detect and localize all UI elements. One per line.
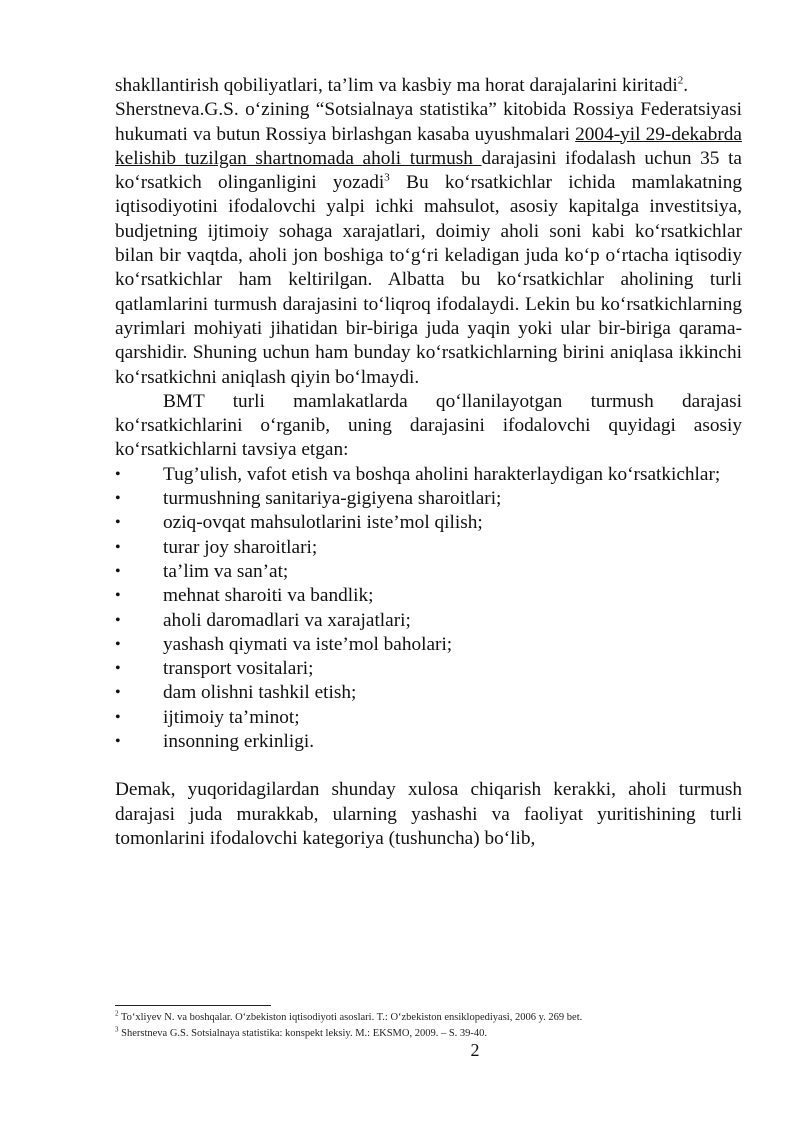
footnote-mark: 3: [115, 1025, 119, 1034]
list-item: [115, 633, 742, 657]
paragraph-3: BMT turli mamlakatlarda qo‘llanilayotgan turmush darajasi ko‘rsatkichlarini o‘rganib, uning darajasini ifodalovchi quyidagi asosiy ko‘rsatkichlarni tavsiya etgan:: [115, 390, 742, 461]
list-item-text: yashash qiymati va iste’mol baholari;: [163, 633, 453, 655]
list-item-text: Tug’ulish, vafot etish va boshqa aholini harakterlaydigan ko‘rsatkichlar;: [163, 463, 721, 485]
body-text: [115, 74, 742, 851]
bullet-icon: •: [115, 660, 121, 678]
bullet-icon: •: [115, 490, 121, 508]
list-item: [115, 609, 742, 633]
bullet-icon: •: [115, 514, 121, 532]
list-item-text: turmushning sanitariya-gigiyena sharoitlari;: [163, 488, 502, 510]
list-item-text: dam olishni tashkil etish;: [163, 682, 357, 704]
footnote-text: To‘xliyev N. va boshqalar. O‘zbekiston iqtisodiyoti asoslari. T.: O‘zbekiston ensiklopediyasi, 2006 y. 269 bet.: [120, 1012, 583, 1023]
paragraph-1-end: .: [683, 75, 689, 96]
list-item-text: mehnat sharoiti va bandlik;: [163, 585, 374, 607]
paragraph-2-text-a: Sherstneva.G.S. o‘zining “Sotsialnaya statistika” kitobida Rossiya Federatsiyasi hukumati va butun Rossiya birlashgan kasaba uyushmalari: [115, 99, 742, 145]
list-item-text: ta’lim va san’at;: [163, 560, 289, 582]
bullet-icon: •: [115, 684, 121, 702]
list-item: [115, 463, 742, 487]
paragraph-1-text: shakllantirish qobiliyatlari, ta’lim va kasbiy ma horat darajalarini kiritadi: [115, 75, 678, 96]
bullet-icon: •: [115, 611, 121, 629]
page-number: 2: [470, 1040, 480, 1060]
footnote-ref-2[interactable]: 2: [677, 74, 684, 87]
list-item: [115, 584, 742, 608]
bullet-icon: •: [115, 538, 121, 556]
bullet-icon: •: [115, 635, 121, 653]
footnote-2: [115, 1010, 742, 1026]
paragraph-4: Demak, yuqoridagilardan shunday xulosa chiqarish kerakki, aholi turmush darajasi juda murakkab, ularning yashashi va faoliyat yuritishining turli tomonlarini ifodalovchi kategoriya (tushuncha) bo‘lib,: [115, 779, 742, 849]
list-item: [115, 657, 742, 681]
list-item: [115, 536, 742, 560]
list-item: [115, 706, 742, 730]
list-item: [115, 681, 742, 705]
bullet-icon: •: [115, 733, 121, 751]
list-item-text: aholi daromadlari va xarajatlari;: [163, 609, 411, 631]
paragraph-2-text-b: darajasini ifodalash uchun 35 ta ko‘rsatkich olinganligini yozadi: [115, 147, 742, 194]
footnotes: [115, 1010, 742, 1042]
footnote-mark: 2: [115, 1009, 119, 1018]
bullet-icon: •: [115, 562, 121, 580]
paragraph-1: [115, 74, 742, 98]
list-item-text: insonning erkinligi.: [163, 731, 315, 753]
list-item: [115, 560, 742, 584]
list-item: [115, 730, 742, 754]
bullet-icon: •: [115, 587, 121, 605]
footnote-ref-3[interactable]: 3: [384, 171, 390, 184]
footnote-text: Sherstneva G.S. Sotsialnaya statistika: konspekt leksiy. M.: EKSMO, 2009. – S. 39-40.: [121, 1028, 488, 1039]
paragraph-2-underlined: 2004-yil 29-dekabrda kelishib tuzilgan shartnomada aholi turmush: [115, 123, 742, 169]
list-item: [115, 487, 742, 511]
list-item-text: ijtimoiy ta’minot;: [163, 706, 300, 728]
bullet-icon: •: [115, 465, 121, 483]
list-item-text: transport vositalari;: [163, 658, 314, 680]
list-item: [115, 511, 742, 535]
list-item-text: turar joy sharoitlari;: [163, 536, 318, 558]
indicator-list: [115, 463, 742, 755]
bullet-icon: •: [115, 708, 121, 726]
paragraph-2: [115, 98, 742, 390]
list-item-text: oziq-ovqat mahsulotlarini iste’mol qilish;: [163, 512, 483, 534]
paragraph-2-text-c: Bu ko‘rsatkichlar ichida mamlakatning iqtisodiyotini ifodalovchi yalpi ichki mahsulot, asosiy kapitalga investitsiya, budjetning ijtimoiy sohaga xarajatlari, doimiy aholi soni kabi ko‘rsatkichlar bilan bir vaqtda, aholi jon boshiga to‘g‘ri keladigan juda ko‘p o‘rtacha iqtisodiy ko‘rsatkichlar ham keltirilgan. Albatta bu ko‘rsatkichlar aholining turli qatlamlarini turmush darajasini to‘liqroq ifodalaydi. Lekin bu ko‘rsatkichlarning ayrimlari mohiyati jihatidan bir-biriga juda yaqin yoki ular bir-biriga qarama-qarshidir. Shuning uchun ham bunday ko‘rsatkichlarning birini aniqlasa ikkinchi ko‘rsatkichni aniqlash qiyin bo‘lmaydi.: [115, 172, 742, 388]
footnote-divider: [115, 1005, 271, 1006]
